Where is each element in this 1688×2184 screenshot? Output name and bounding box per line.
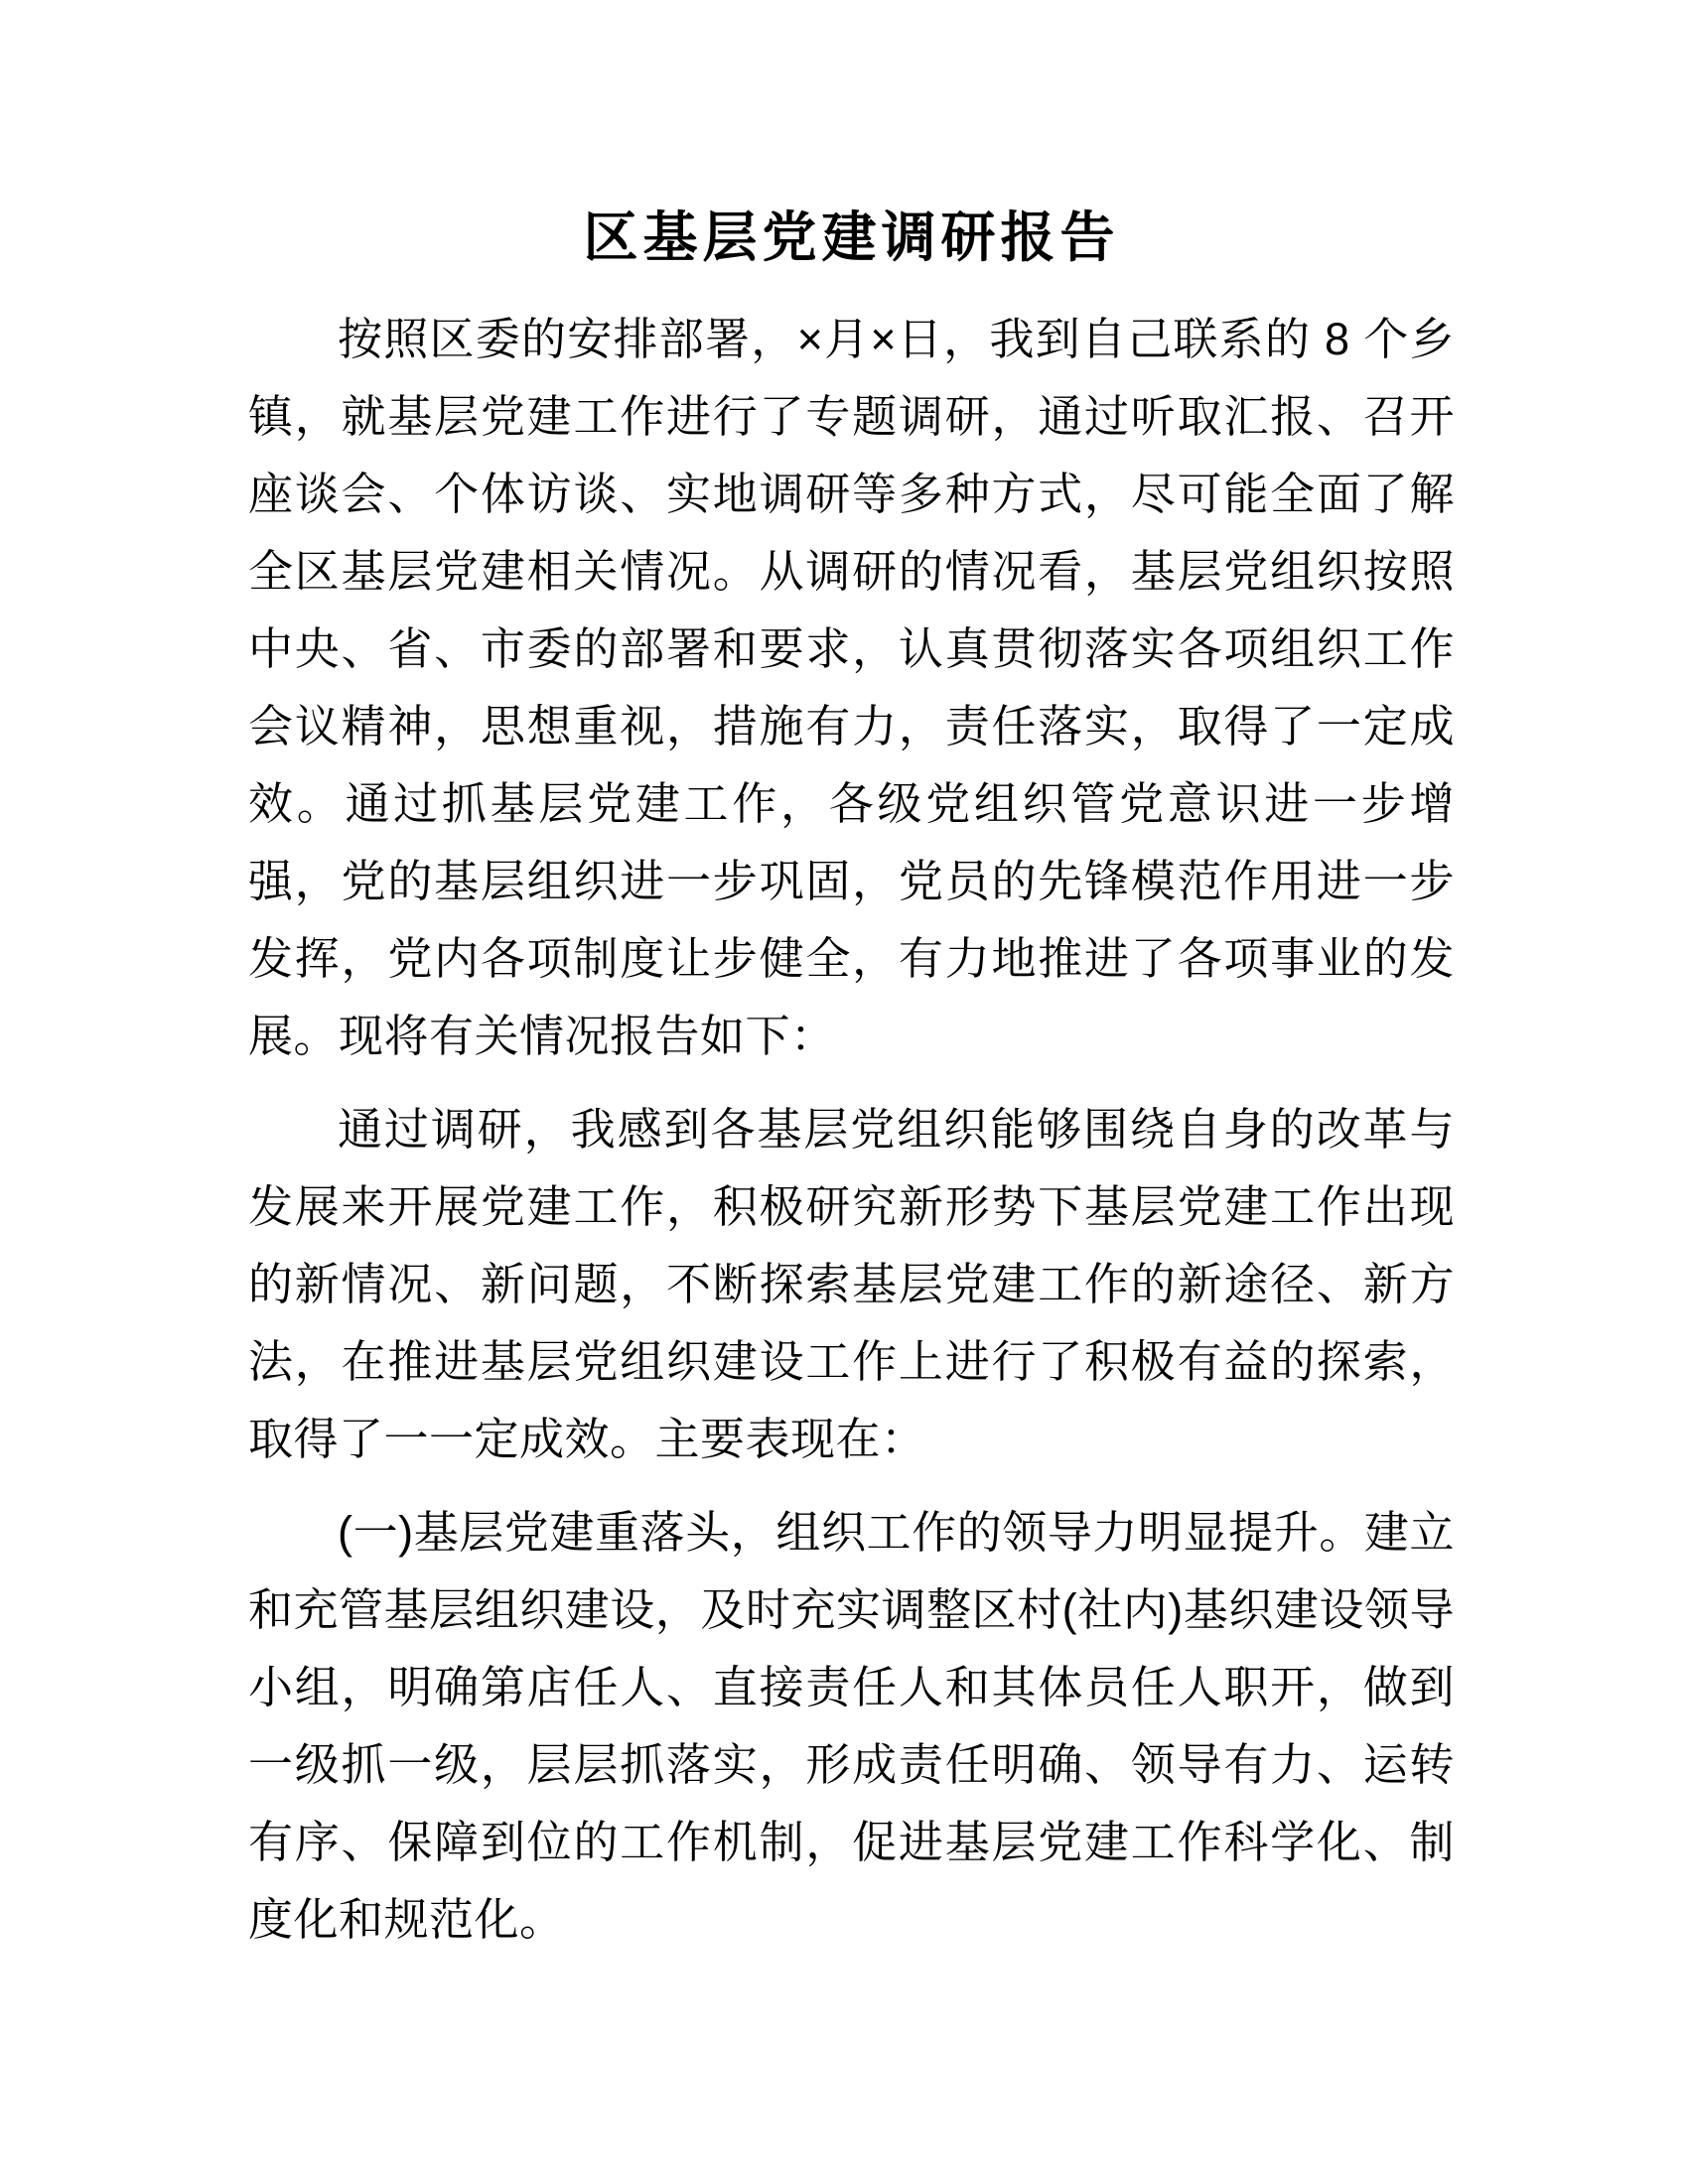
document-title: 区基层党建调研报告	[583, 206, 1120, 268]
paragraph-findings: 通过调研，我感到各基层党组织能够围绕自身的改革与发展来开展党建工作，积极研究新形势下基层党建工作出现的新情况、新问题，不断探索基层党建工作的新途径、新方法，在推进基层党组织建设工作上进行了积极有益的探索，取得了一一定成效。主要表现在：	[248, 1104, 1455, 1464]
paragraph-intro: 按照区委的安排部署，×月×日，我到自己联系的 8 个乡镇，就基层党建工作进行了专题调研，通过听取汇报、召开座谈会、个体访谈、实地调研等多种方式，尽可能全面了解全区基层党建相关情况。从调研的情况看，基层党组织按照中央、省、市委的部署和要求，认真贯彻落实各项组织工作会议精神，思想重视，措施有力，责任落实，取得了一定成效。通过抓基层党建工作，各级党组织管党意识进一步增强，党的基层组织进一步巩固，党员的先锋模范作用进一步发挥，党内各项制度让步健全，有力地推进了各项事业的发展。现将有关情况报告如下：	[248, 314, 1455, 1061]
paragraph-point-one: (一)基层党建重落头，组织工作的领导力明显提升。建立和充管基层组织建设，及时充实调整区村(社内)基织建设领导小组，明确第店任人、直接责任人和其体员任人职开，做到一级抓一级，层层抓落实，形成责任明确、领导有力、运转有序、保障到位的工作机制，促进基层党建工作科学化、制度化和规范化。	[248, 1507, 1455, 1945]
document-body	[248, 0, 1455, 1975]
